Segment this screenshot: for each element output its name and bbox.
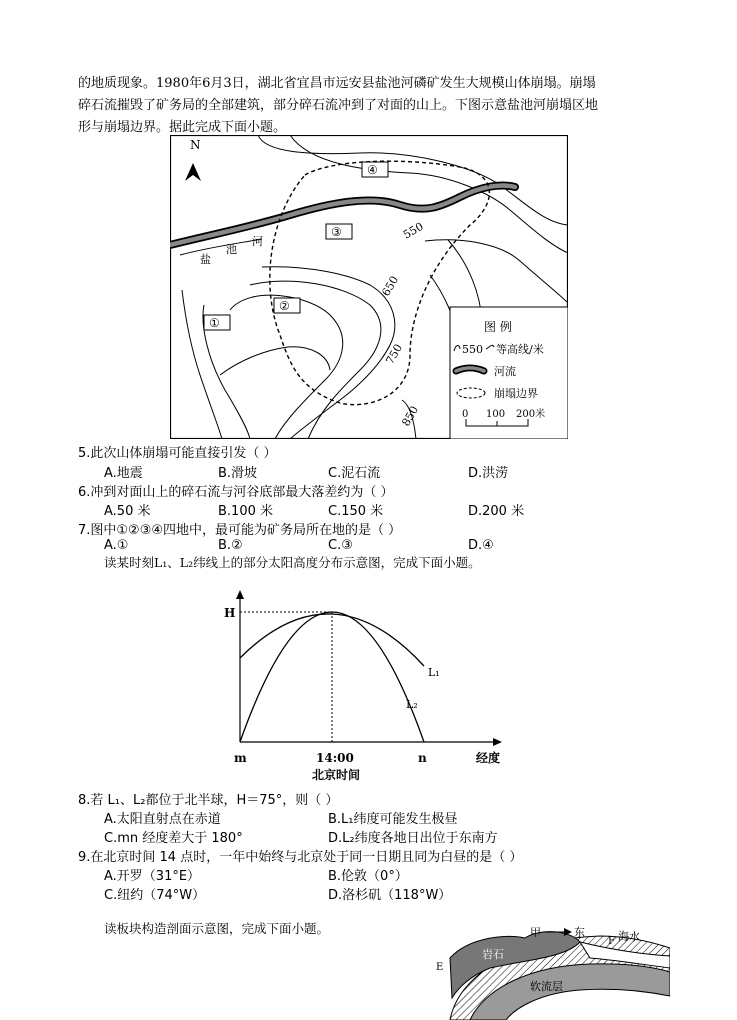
q7-option-b[interactable]: B.② [218,538,243,553]
x-label-m: m [234,751,247,765]
site-1: ① [209,316,220,330]
rock-label: 岩石 [482,948,504,961]
q9-option-a[interactable]: A.开罗（31°E） [104,869,201,884]
q5-option-c[interactable]: C.泥石流 [328,466,381,481]
e-label: E [436,962,444,973]
q7-option-a[interactable]: A.① [104,538,129,553]
river-char-1: 盐 [200,253,211,266]
q6-stem: 6.冲到对面山上的碎石流与河谷底部最大落差约为（ ） [78,485,394,500]
contour-label-650: 650 [379,273,402,299]
f-label: F [608,936,615,947]
site-2: ② [279,299,290,313]
north-label: N [190,138,201,152]
q9-option-b[interactable]: B.伦敦（0°） [328,869,408,884]
intro-2: 读某时刻L₁、L₂纬线上的部分太阳高度分布示意图，完成下面小题。 [104,555,481,570]
plate-section-diagram [430,918,670,1020]
legend-contour-value: 550 [462,343,483,356]
q5-option-b[interactable]: B.滑坡 [218,466,258,481]
scale-100: 100 [486,409,506,420]
scale-0: 0 [462,409,469,420]
q5-stem: 5.此次山体崩塌可能直接引发（ ） [78,446,277,461]
seawater-label: 海水 [618,930,640,943]
landslide-map [170,135,568,439]
x-label-n: n [418,751,427,765]
q9-stem: 9.在北京时间 14 点时，一年中始终与北京处于同一日期且同为白昼的是（ ） [78,850,523,865]
site-3: ③ [331,225,342,239]
q8-option-a[interactable]: A.太阳直射点在赤道 [104,812,221,827]
jia-label: 甲 [530,926,541,939]
y-tick-h: H [224,606,236,620]
series-l2-label: L₂ [406,698,418,711]
legend-river-text: 河流 [494,365,516,378]
q8-stem: 8.若 L₁、L₂都位于北半球，H＝75°，则（ ） [78,793,339,808]
contour-label-750: 750 [383,341,406,367]
intro-3: 读板块构造剖面示意图，完成下面小题。 [104,921,330,936]
x-axis-label: 经度 [476,751,501,765]
legend-title: 图 例 [484,320,512,334]
site-4: ④ [367,163,378,177]
solar-altitude-chart [218,590,508,785]
map-legend [450,307,568,439]
scale-200: 200米 [516,409,546,420]
q7-option-d[interactable]: D.④ [468,538,494,553]
q7-stem: 7.图中①②③④四地中，最可能为矿务局所在地的是（ ） [78,523,402,538]
legend-boundary-text: 崩塌边界 [494,387,538,400]
asthenosphere-label: 软流层 [530,980,563,993]
q6-option-d[interactable]: D.200 米 [468,504,525,519]
q8-option-d[interactable]: D.L₂纬度各地日出位于东南方 [328,831,498,846]
series-l1-label: L₁ [428,666,440,679]
intro-line-2: 碎石流摧毁了矿务局的全部建筑，部分碎石流冲到了对面的山上。下图示意盐池河崩塌区地 [78,98,599,113]
river-char-2: 池 [226,243,237,256]
q8-option-b[interactable]: B.L₁纬度可能发生极昼 [328,812,458,827]
east-label: 东 [574,926,585,939]
q8-option-c[interactable]: C.mn 经度差大于 180° [104,831,243,846]
contour-label-850: 850 [399,403,422,429]
q6-option-c[interactable]: C.150 米 [328,504,384,519]
x-sub-label: 北京时间 [312,768,361,782]
q6-option-b[interactable]: B.100 米 [218,504,273,519]
intro-line-3: 形与崩塌边界。据此完成下面小题。 [78,120,287,135]
q6-option-a[interactable]: A.50 米 [104,504,151,519]
q7-option-c[interactable]: C.③ [328,538,353,553]
river-char-3: 河 [252,235,263,248]
q5-option-a[interactable]: A.地震 [104,466,143,481]
legend-contour-text: 等高线/米 [496,343,544,356]
q5-option-d[interactable]: D.洪涝 [468,466,509,481]
intro-line-1: 的地质现象。1980年6月3日，湖北省宜昌市远安县盐池河磷矿发生大规模山体崩塌。崩塌 [78,76,596,91]
contour-label-550: 550 [401,219,426,242]
q9-option-d[interactable]: D.洛杉矶（118°W） [328,888,452,903]
x-label-1400: 14:00 [316,751,354,765]
q9-option-c[interactable]: C.纽约（74°W） [104,888,206,903]
